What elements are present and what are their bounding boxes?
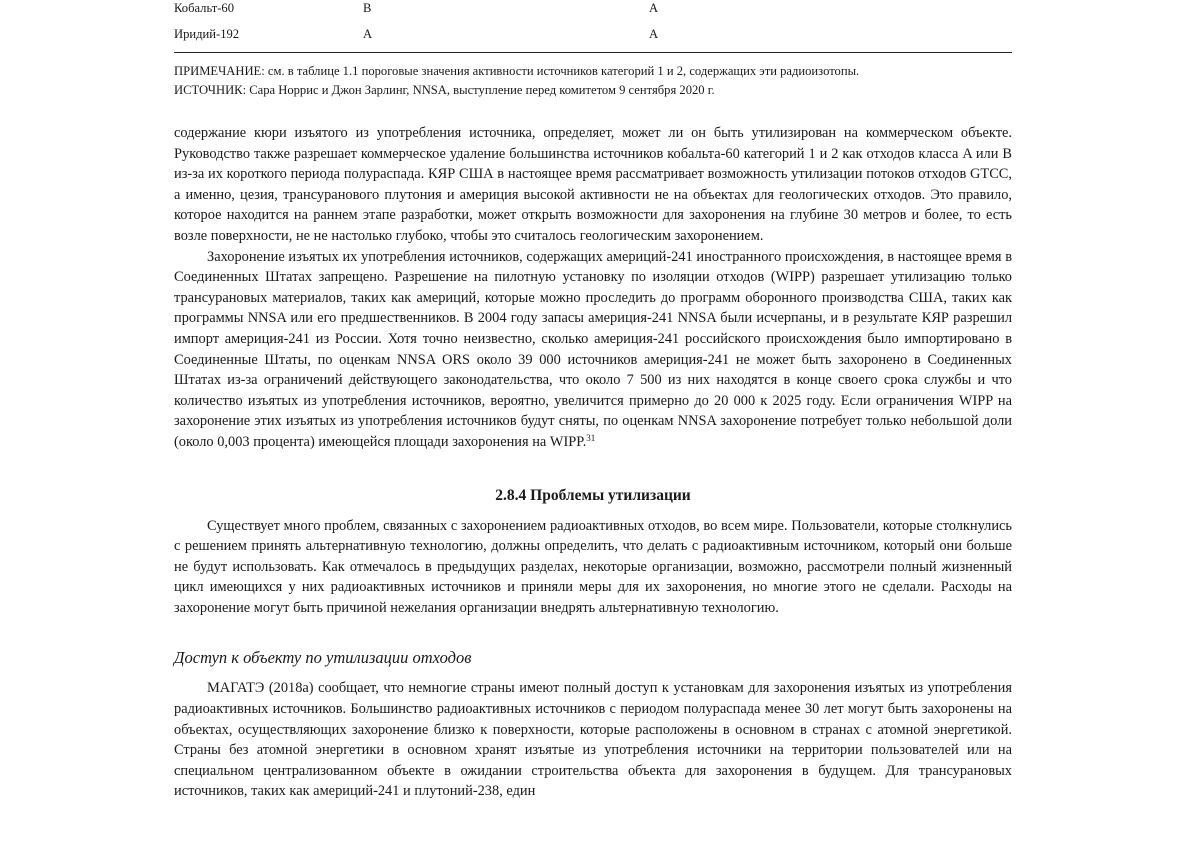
table-cell-isotope: Иридий-192: [174, 27, 240, 41]
table: [174, 0, 1012, 53]
table-cell-col3: A: [649, 1, 659, 15]
paragraph-text: Захоронение изъятых их употребления источников, содержащих америций-241 иностранного происхождения, в настоящее время в Соединенных Штатах запрещено. Разрешение на пилотную установку по изоляции отходов (WIPP) разрешает утилизацию только трансурановых материалов, таких как америций, которые можно проследить до программ оборонного производства США, таких как программы NNSA или его предшественников. В 2004 году запасы америция-241 NNSA были исчерпаны, и в результате КЯР разрешил импорт америция-241 из России. Хотя точно неизвестно, сколько америция-241 российского происхождения было импортировано в Соединенные Штаты, по оценкам NNSA ORS около 39 000 источников америция-241 не может быть захоронено в Соединенных Штатах из-за ограничений действующего законодательства, что около 7 500 из них находятся в конце своего срока службы и что количество изъятых из употребления источников, вероятно, увеличится примерно до 20 000 к 2025 году. Если ограничения WIPP на захоронение этих изъятых из употребления источников будут сняты, по оценкам NNSA захоронение потребует только небольшой доли (около 0,003 процента) имеющейся площади захоронения на WIPP.: [174, 248, 1012, 450]
table-cell-col2: B: [363, 1, 372, 15]
table-cell-col2: A: [363, 27, 373, 41]
table-source: ИСТОЧНИК: Сара Норрис и Джон Зарлинг, NNSA, выступление перед комитетом 9 сентября 2020 г.: [174, 83, 715, 97]
table-cell-isotope: Кобальт-60: [174, 1, 235, 15]
paragraph: Существует много проблем, связанных с захоронением радиоактивных отходов, во всем мире. Пользователи, которые столкнулись с решением принять альтернативную технологию, должны определить, что делать с радиоактивным источником, который они больше не будут использовать. Как отмечалось в предыдущих разделах, некоторые организации, возможно, рассмотрели полный жизненный цикл имеющихся у них радиоактивных источников и приняли меры для их захоронения, но многие этого не сделали. Расходы на захоронение могут быть причиной нежелания организации внедрять альтернативную технологию.: [174, 517, 1012, 616]
document-page: [174, 0, 1012, 802]
table-bottom-rule: [174, 52, 1012, 53]
table-cell-col3: A: [649, 27, 659, 41]
section-heading: 2.8.4 Проблемы утилизации: [495, 486, 691, 504]
table-row: [174, 26, 1012, 52]
table-note: ПРИМЕЧАНИЕ: см. в таблице 1.1 пороговые значения активности источников категорий 1 и 2, содержащих эти радиоизотопы.: [174, 64, 860, 78]
paragraph: [174, 247, 1012, 453]
paragraph: МАГАТЭ (2018а) сообщает, что немногие страны имеют полный доступ к установкам для захоронения изъятых из употребления радиоактивных источников. Большинство радиоактивных источников с периодом полураспада менее 30 лет могут быть захоронены на объектах, осуществляющих захоронение близко к поверхности, которые расположены в основном в странах с атомной энергетикой. Страны без атомной энергетики в основном хранят изъятые из употребления источники на территории пользователей или на специальном централизованном объекте в ожидании строительства объекта для захоронения в будущем. Для трансурановых источников, таких как америций-241 и плутоний-238, един: [174, 680, 1012, 800]
paragraph: содержание кюри изъятого из употребления источника, определяет, может ли он быть утилизирован на коммерческом объекте. Руководство также разрешает коммерческое удаление большинства источников кобальта-60 категорий 1 и 2 как отходов класса A или B из-за их короткого периода полураспада. КЯР США в настоящее время рассматривает возможность утилизации потоков отходов GTCC, а именно, цезия, трансуранового плутония и америция высокой активности не на объектах для геологических отходов. Это правило, которое находится на раннем этапе разработки, может открыть возможности для захоронения на глубине 30 метров и более, то есть возле поверхности, не не настолько глубоко, чтобы это считалось геологическим захоронением.: [174, 125, 1012, 244]
subsection-heading: Доступ к объекту по утилизации отходов: [174, 648, 472, 668]
footnote-ref[interactable]: 31: [586, 432, 596, 443]
table-notes: [174, 62, 1012, 100]
table-row: [174, 0, 1012, 26]
